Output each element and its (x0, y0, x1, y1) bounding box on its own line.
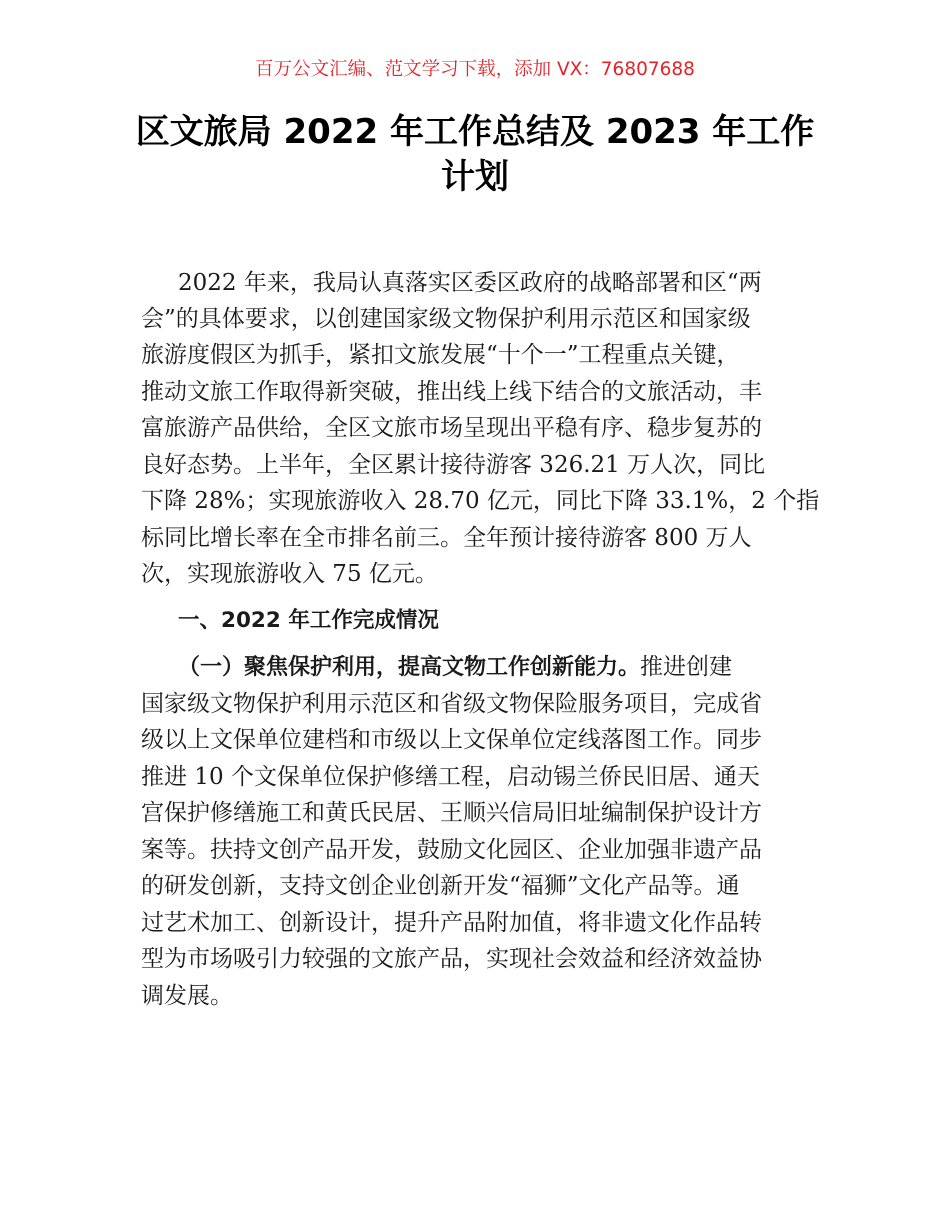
subsection-bold-lead: （一）聚焦保护利用，提高文物工作创新能力。 (178, 655, 641, 680)
paragraph-line-first (178, 652, 858, 683)
paragraph-line: 2022 年来，我局认真落实区委区政府的战略部署和区“两 (178, 270, 762, 296)
paragraph-line: 过艺术加工、创新设计，提升产品附加值，将非遗文化作品转 (141, 910, 762, 936)
paragraph-line: 的研发创新，支持文创企业创新开发“福狮”文化产品等。通 (141, 873, 740, 899)
document-title-line-1: 区文旅局 2022 年工作总结及 2023 年工作 (135, 112, 815, 152)
paragraph-line: 推动文旅工作取得新突破，推出线上线下结合的文旅活动，丰 (141, 379, 762, 405)
promo-banner: 百万公文汇编、范文学习下载，添加 VX：76807688 (255, 59, 695, 80)
paragraph-line: 富旅游产品供给，全区文旅市场呈现出平稳有序、稳步复苏的 (141, 415, 762, 441)
paragraph-line: 宫保护修缮施工和黄氏民居、王顺兴信局旧址编制保护设计方 (141, 800, 762, 826)
paragraph-line: 标同比增长率在全市排名前三。全年预计接待游客 800 万人 (141, 525, 752, 551)
paragraph-line: 国家级文物保护利用示范区和省级文物保险服务项目，完成省 (141, 691, 762, 717)
paragraph-line: 型为市场吸引力较强的文旅产品，实现社会效益和经济效益协 (141, 946, 762, 972)
paragraph-line: 案等。扶持文创产品开发，鼓励文化园区、企业加强非遗产品 (141, 837, 762, 863)
paragraph-line: 调发展。 (141, 983, 233, 1009)
section-heading: 一、2022 年工作完成情况 (178, 608, 439, 633)
paragraph-line: 级以上文保单位建档和市级以上文保单位定线落图工作。同步 (141, 727, 762, 753)
paragraph-line: 下降 28%；实现旅游收入 28.70 亿元，同比下降 33.1%，2 个指 (141, 488, 820, 514)
paragraph-line: 次，实现旅游收入 75 亿元。 (141, 561, 438, 587)
paragraph-line: 会”的具体要求，以创建国家级文物保护利用示范区和国家级 (141, 306, 751, 332)
paragraph-text: 推进创建 (640, 654, 733, 680)
paragraph-line: 良好态势。上半年，全区累计接待游客 326.21 万人次，同比 (141, 452, 766, 478)
paragraph-line: 旅游度假区为抓手，紧扣文旅发展“十个一”工程重点关键， (141, 342, 740, 368)
paragraph-line: 推进 10 个文保单位保护修缮工程，启动锡兰侨民旧居、通天 (141, 764, 760, 790)
document-title-line-2: 计划 (441, 157, 509, 197)
